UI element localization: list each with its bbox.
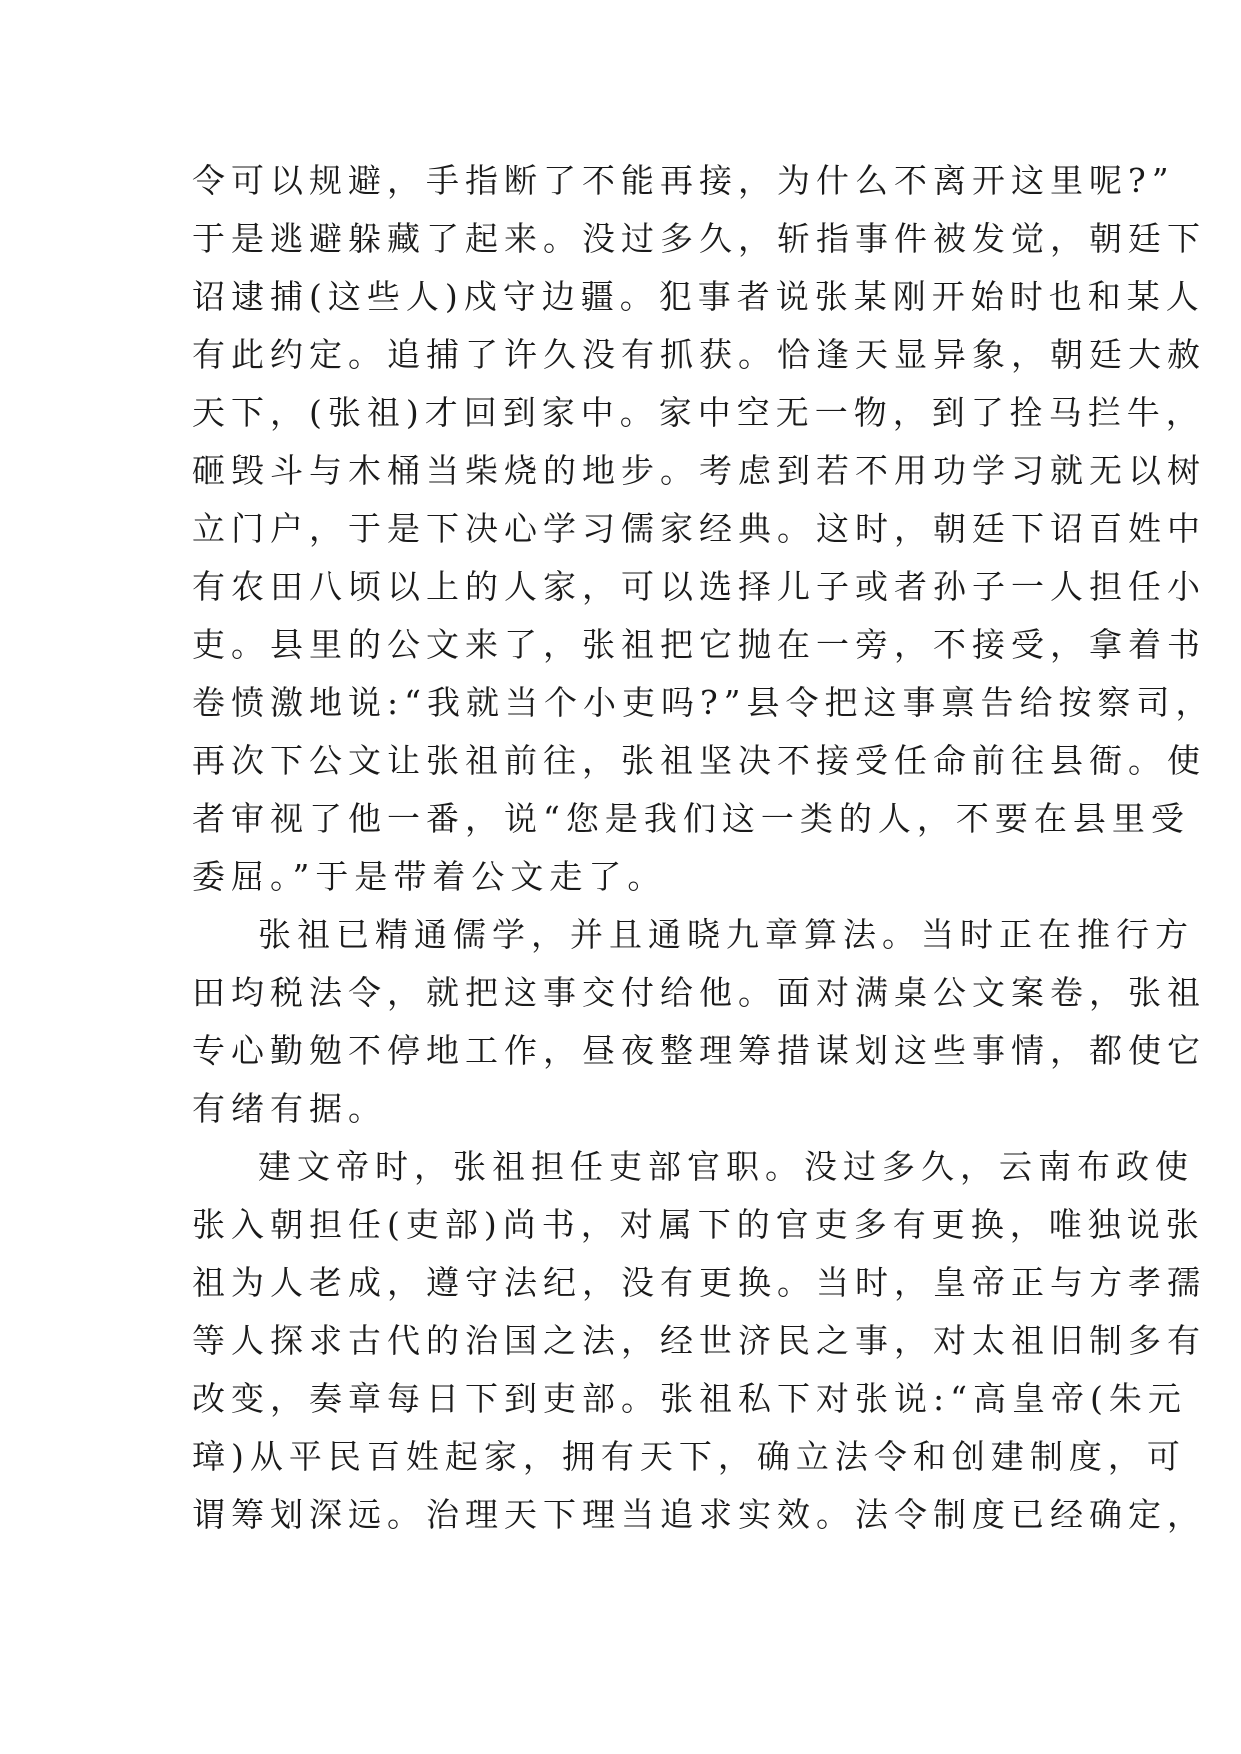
text-line: 令可以规避，手指断了不能再接，为什么不离开这里呢?” [192, 161, 1175, 200]
text-line: 谓筹划深远。治理天下理当追求实效。法令制度已经确定， [192, 1495, 1206, 1534]
text-line: 有绪有据。 [192, 1089, 387, 1128]
text-line: 等人探求古代的治国之法，经世济民之事，对太祖旧制多有 [192, 1321, 1206, 1360]
document-body [192, 152, 1215, 1544]
text-line: 璋)从平民百姓起家，拥有天下，确立法令和创建制度，可 [192, 1437, 1186, 1476]
paragraph-start-line: 张祖已精通儒学，并且通晓九章算法。当时正在推行方 [258, 915, 1194, 954]
paragraph-start-line: 建文帝时，张祖担任吏部官职。没过多久，云南布政使 [258, 1147, 1194, 1186]
text-line: 有农田八顷以上的人家，可以选择儿子或者孙子一人担任小 [192, 567, 1206, 606]
text-line: 改变，奏章每日下到吏部。张祖私下对张说:“高皇帝(朱元 [192, 1379, 1187, 1418]
text-line: 田均税法令，就把这事交付给他。面对满桌公文案卷，张祖 [192, 973, 1206, 1012]
text-line: 专心勤勉不停地工作，昼夜整理筹措谋划这些事情，都使它 [192, 1031, 1206, 1070]
text-line: 诏逮捕(这些人)戍守边疆。犯事者说张某刚开始时也和某人 [192, 277, 1205, 316]
text-line: 卷愤激地说:“我就当个小吏吗?”县令把这事禀告给按察司， [192, 683, 1215, 722]
text-line: 张入朝担任(吏部)尚书，对属下的官吏多有更换，唯独说张 [192, 1205, 1205, 1244]
text-line: 天下，(张祖)才回到家中。家中空无一物，到了拴马拦牛， [192, 393, 1205, 432]
text-line: 于是逃避躲藏了起来。没过多久，斩指事件被发觉，朝廷下 [192, 219, 1206, 258]
text-line: 委屈。”于是带着公文走了。 [192, 857, 667, 896]
text-line: 再次下公文让张祖前往，张祖坚决不接受任命前往县衙。使 [192, 741, 1206, 780]
text-line: 祖为人老成，遵守法纪，没有更换。当时，皇帝正与方孝孺 [192, 1263, 1206, 1302]
text-line: 者审视了他一番，说“您是我们这一类的人，不要在县里受 [192, 799, 1190, 838]
text-line: 砸毁斗与木桶当柴烧的地步。考虑到若不用功学习就无以树 [192, 451, 1206, 490]
text-line: 有此约定。追捕了许久没有抓获。恰逢天显异象，朝廷大赦 [192, 335, 1206, 374]
text-line: 吏。县里的公文来了，张祖把它抛在一旁，不接受，拿着书 [192, 625, 1206, 664]
text-line: 立门户，于是下决心学习儒家经典。这时，朝廷下诏百姓中 [192, 509, 1206, 548]
